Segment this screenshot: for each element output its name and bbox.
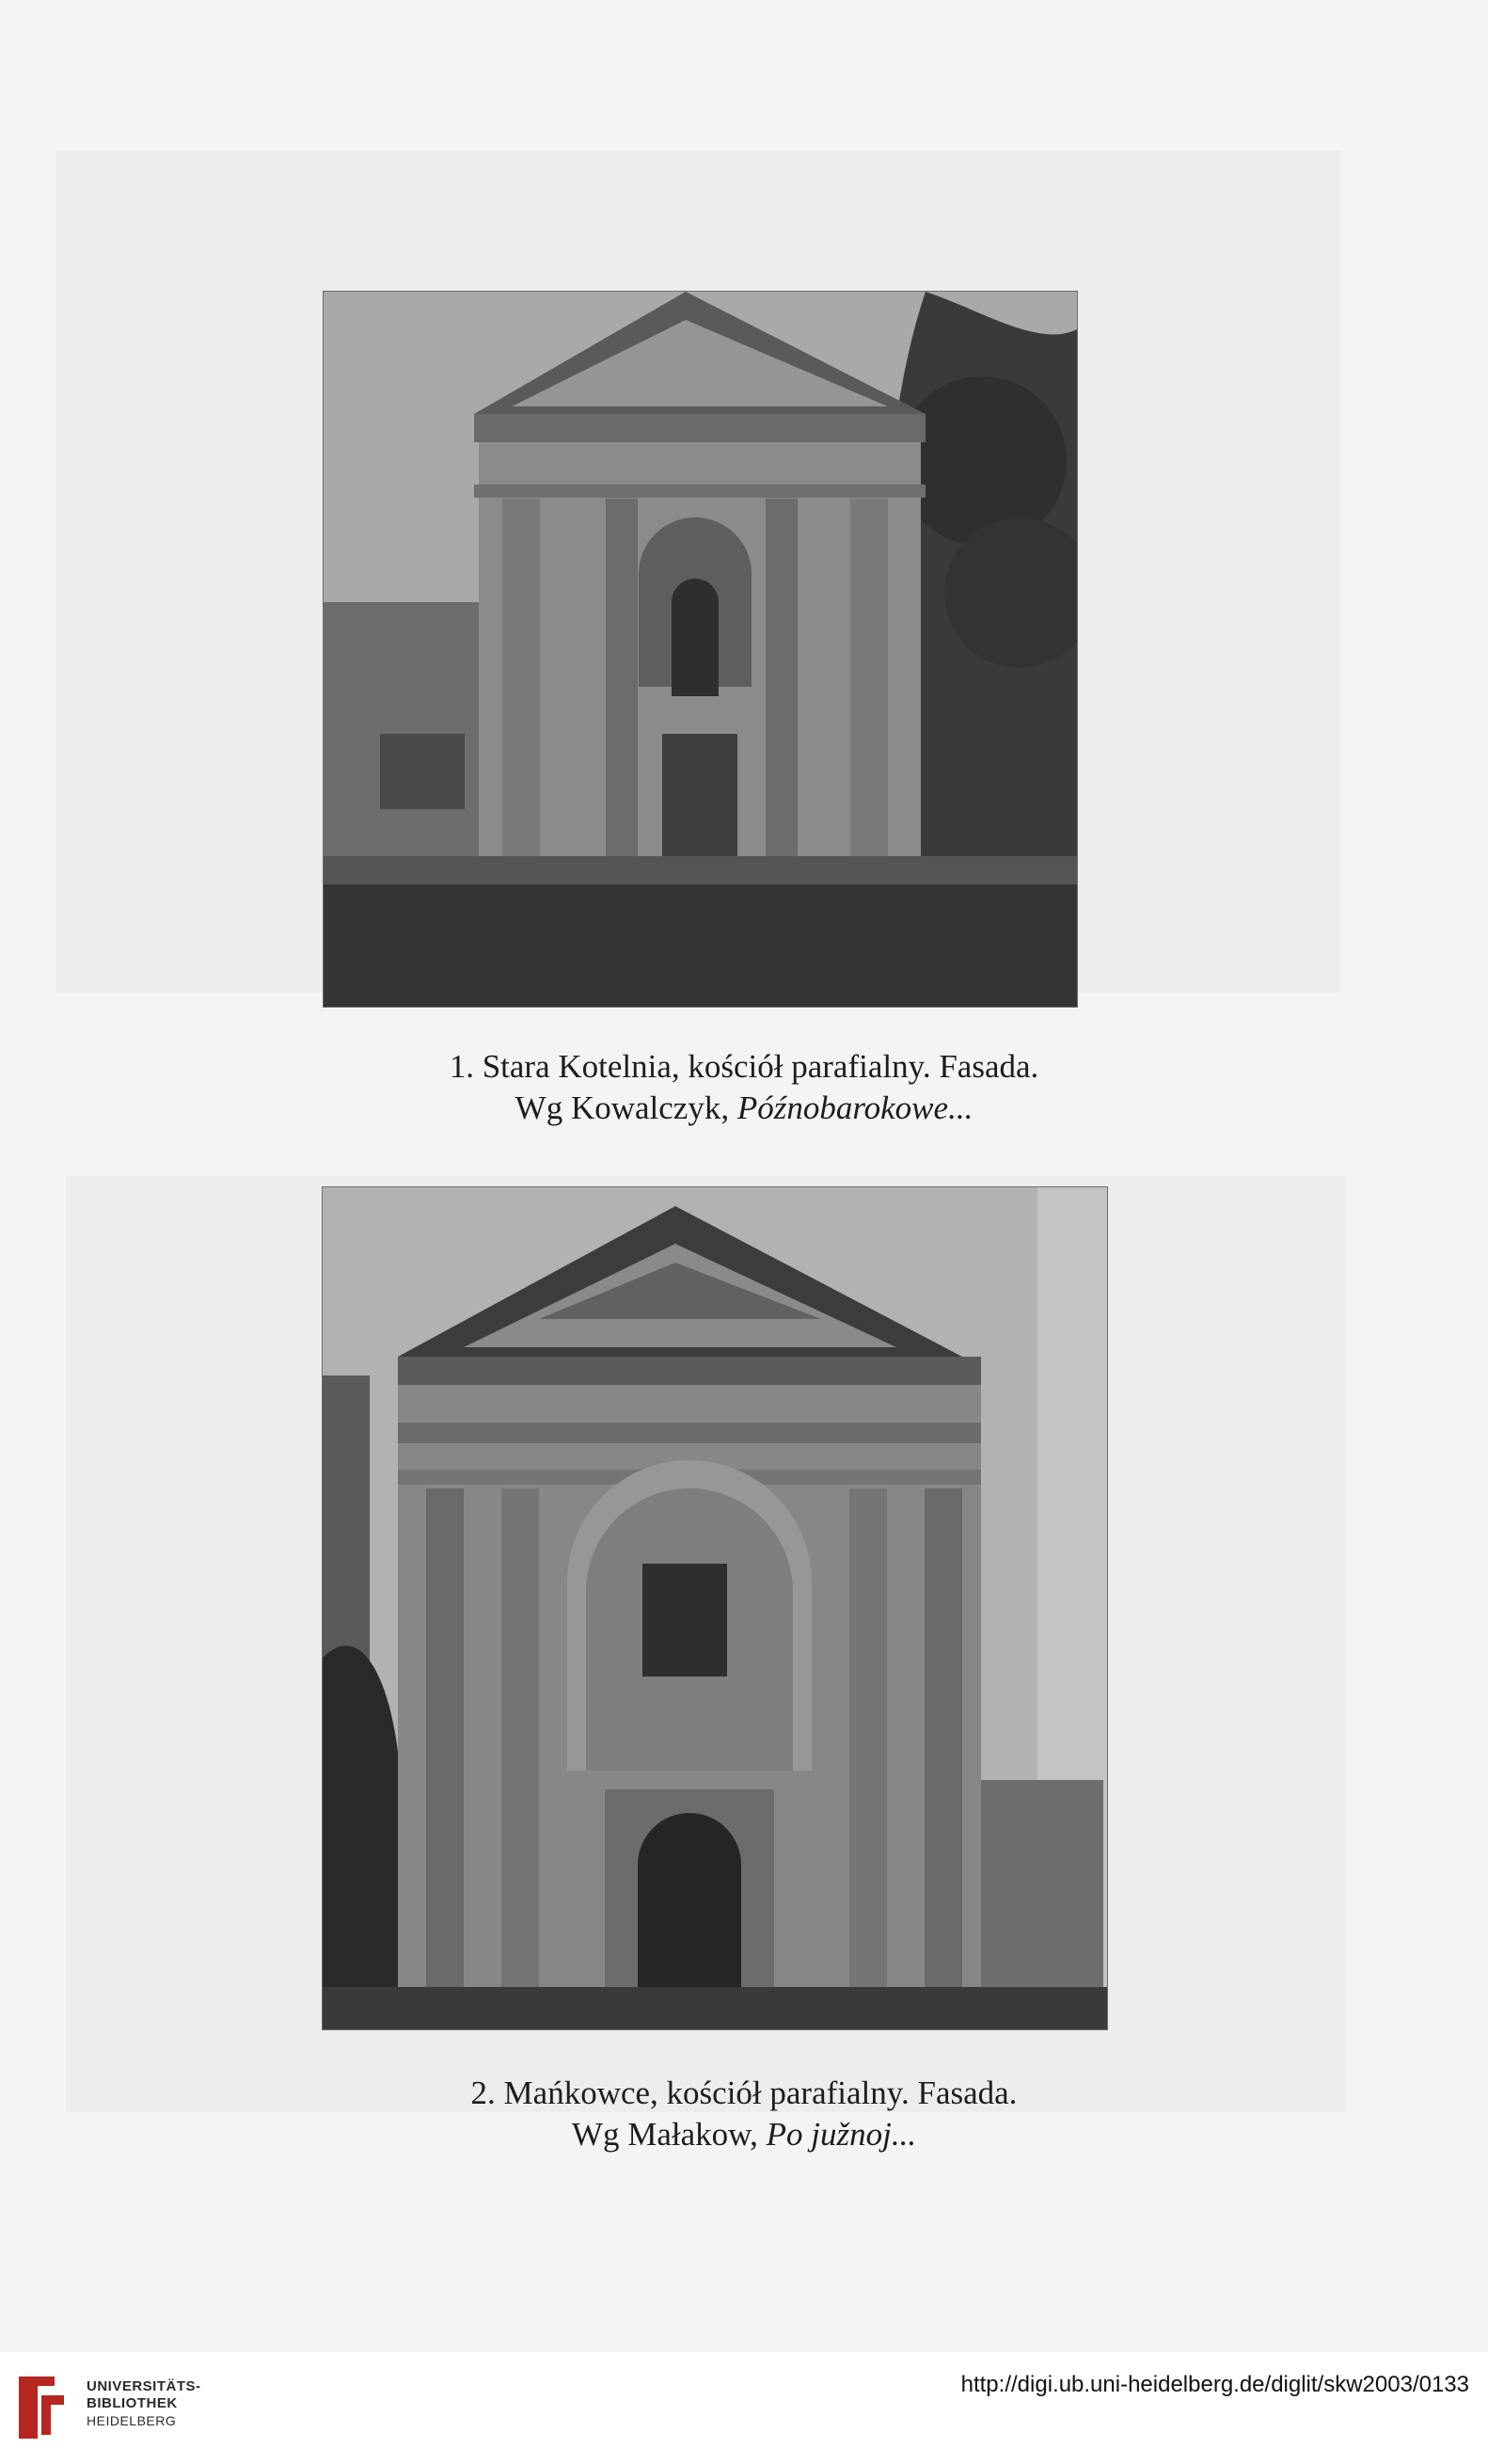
figure-2-title: 2. Mańkowce, kościół parafialny. Fasada. (470, 2075, 1018, 2111)
library-name-line1: UNIVERSITÄTS- (87, 2378, 201, 2394)
library-name-line3: HEIDELBERG (87, 2413, 177, 2428)
figure-1-caption (0, 1046, 1488, 1129)
figure-2-caption (0, 2073, 1488, 2155)
figure-2-source-title: Po južnoj... (766, 2116, 917, 2153)
figure-2-source (0, 2114, 1488, 2155)
figure-1-title: 1. Stara Kotelnia, kościół parafialny. Fasada. (449, 1048, 1039, 1085)
figure-2-photo (323, 1187, 1107, 2029)
permalink-url[interactable]: http://digi.ub.uni-heidelberg.de/diglit/skw2003/0133 (960, 2372, 1469, 2397)
library-footer (0, 2352, 1488, 2464)
university-library-logo[interactable] (13, 2369, 71, 2444)
figure-1-source (0, 1088, 1488, 1129)
figure-1-source-prefix: Wg Kowalczyk, (514, 1089, 737, 1126)
library-logo-icon (13, 2369, 71, 2444)
figure-1-photo (324, 292, 1077, 1007)
figure-1-source-title: Późnobarokowe... (736, 1089, 974, 1126)
library-name (87, 2378, 201, 2429)
figure-2-source-prefix: Wg Małakow, (571, 2116, 767, 2153)
library-name-line2: BIBLIOTHEK (87, 2395, 178, 2411)
